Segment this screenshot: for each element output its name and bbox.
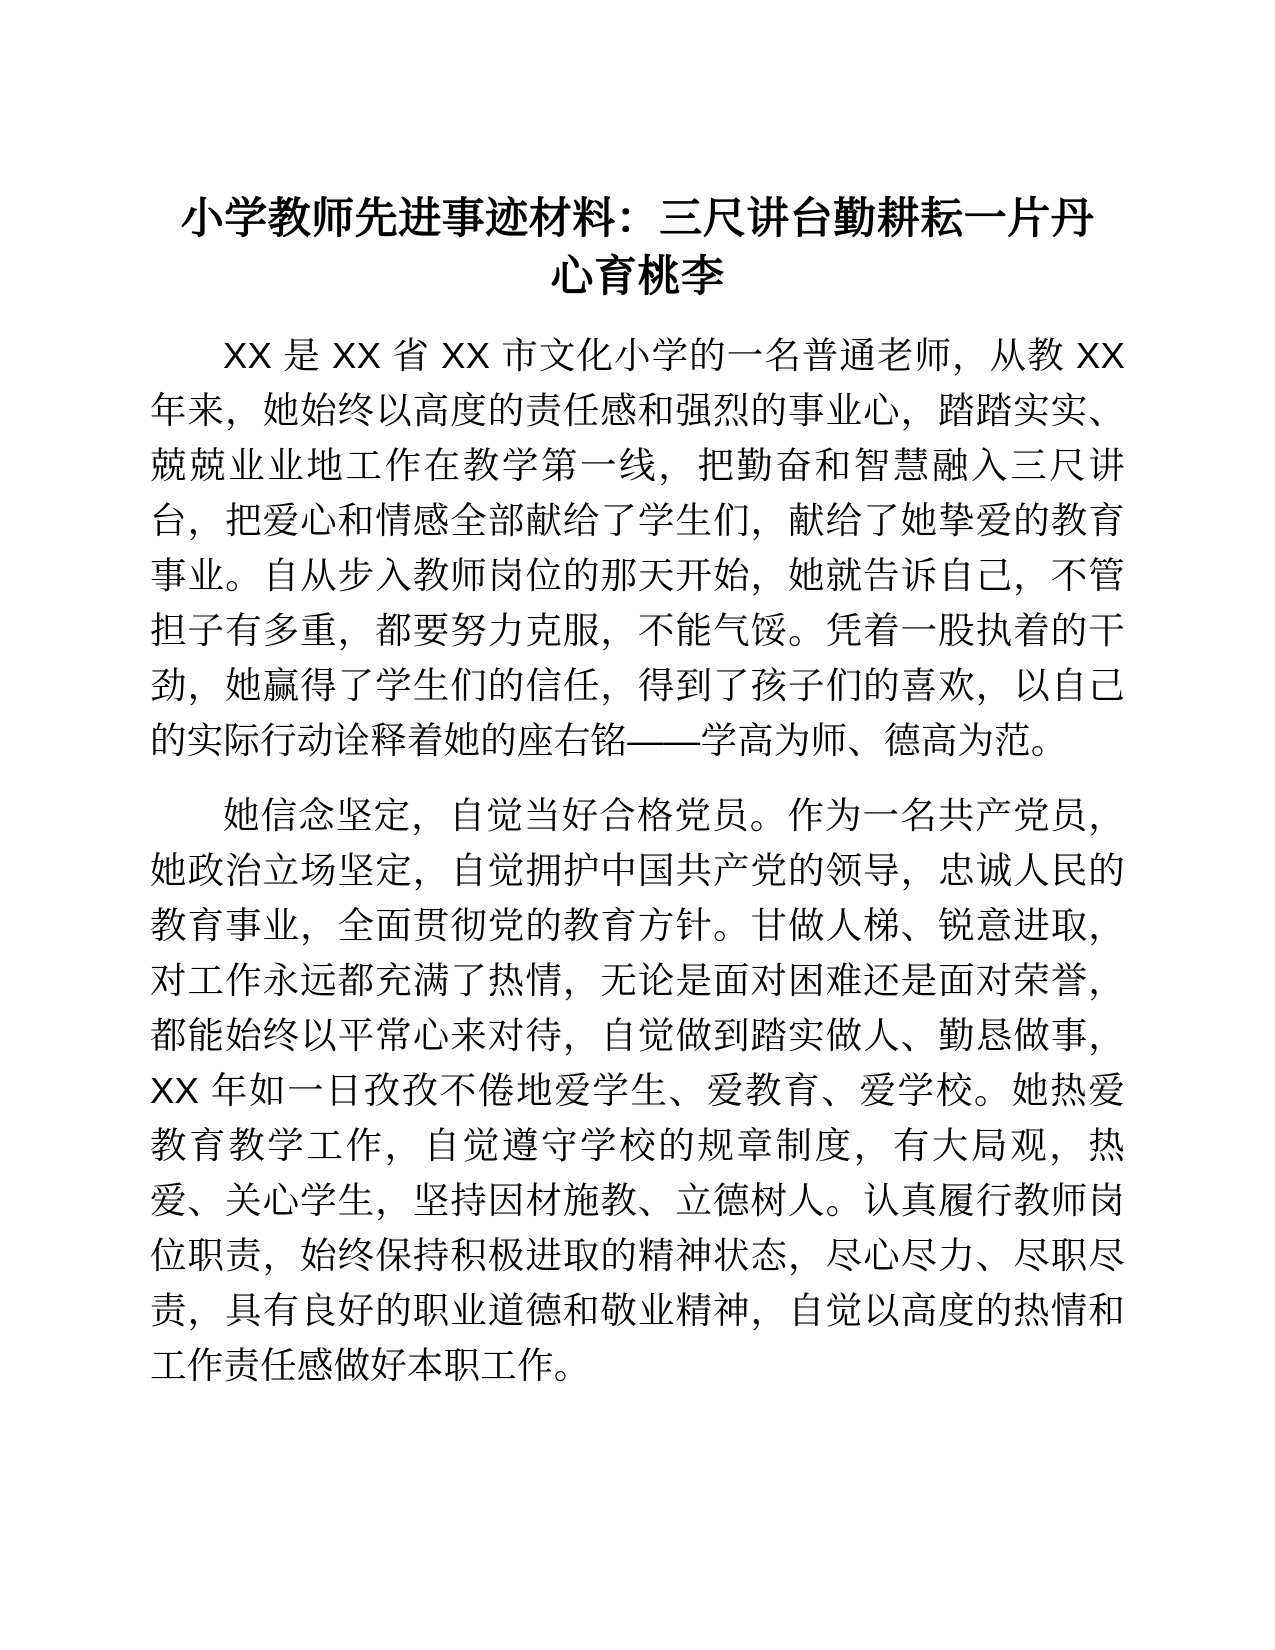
body-paragraph-2: 她信念坚定，自觉当好合格党员。作为一名共产党员，她政治立场坚定，自觉拥护中国共产党的领导，忠诚人民的教育事业，全面贯彻党的教育方针。甘做人梯、锐意进取，对工作永远都充满了热情，无论是面对困难还是面对荣誉，都能始终以平常心来对待，自觉做到踏实做人、勤恳做事，XX 年如一日孜孜不倦地爱学生、爱教育、爱学校。她热爱教育教学工作，自觉遵守学校的规章制度，有大局观，热爱、关心学生，坚持因材施教、立德树人。认真履行教师岗位职责，始终保持积极进取的精神状态，尽心尽力、尽职尽责，具有良好的职业道德和敬业精神，自觉以高度的热情和工作责任感做好本职工作。 (150, 795, 1125, 1386)
page-title: 小学教师先进事迹材料：三尺讲台勤耕耘一片丹心育桃李 (180, 195, 1095, 301)
body-paragraph-1: XX 是 XX 省 XX 市文化小学的一名普通老师，从教 XX 年来，她始终以高度的责任感和强烈的事业心，踏踏实实、兢兢业业地工作在教学第一线，把勤奋和智慧融入三尺讲台，把爱心和情感全部献给了学生们，献给了她挚爱的教育事业。自从步入教师岗位的那天开始，她就告诉自己，不管担子有多重，都要努力克服，不能气馁。凭着一股执着的干劲，她赢得了学生们的信任，得到了孩子们的喜欢，以自己的实际行动诠释着她的座右铭——学高为师、德高为范。 (150, 335, 1125, 761)
document-body (150, 190, 1125, 1405)
